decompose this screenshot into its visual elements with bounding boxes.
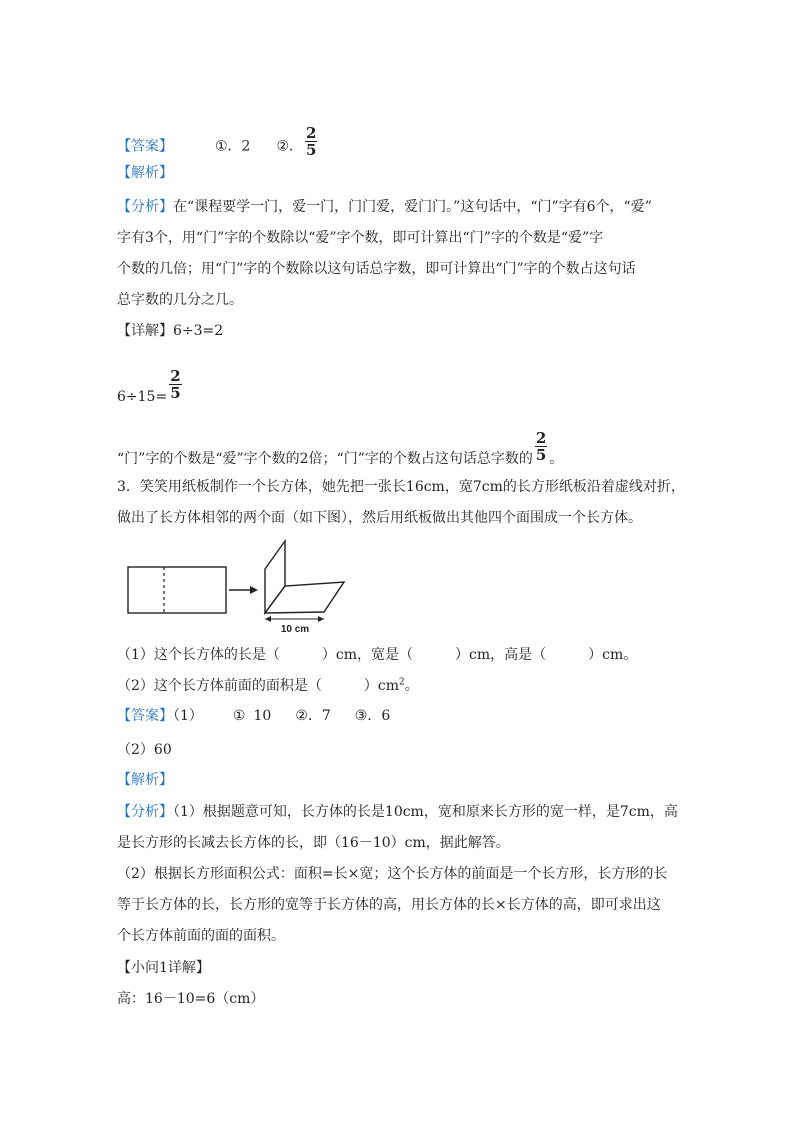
q2-analysis-line-1 [117,197,652,217]
sub1-part-4: ）cm。 [588,647,638,663]
fraction-denominator: 5 [535,446,547,464]
q3-sub1-detail-tag: 【小问1详解】 [117,960,210,976]
analysis-tag: 【分析】 [117,199,173,215]
answer-3: ③．6 [354,708,391,724]
fraction-denominator: 5 [170,384,181,402]
answer-2: ②．7 [295,708,331,724]
folded-vertical-face [265,541,285,613]
conclusion-end: 。 [549,450,564,467]
q2-analysis-line-3: 个数的几倍；用“门”字的个数除以这句话总字数，即可计算出“门”字的个数占这句话 [117,261,636,277]
q2-jiexi-heading: 【解析】 [117,165,173,181]
fraction-numerator: 2 [306,124,317,142]
q3-jiexi-heading: 【解析】 [117,772,173,788]
squared-superscript: 2 [399,677,405,688]
q3-sub1 [117,645,637,665]
fraction-numerator: 2 [535,429,547,447]
q3-height-calc: 高：16－10=6（cm） [117,991,265,1007]
conclusion-text: “门”字的个数是“爱”字个数的2倍；“门”字的个数占这句话总字数的 [117,450,533,467]
dimension-label: 10 cm [280,624,310,635]
answer-tag: 【答案】 [117,138,173,155]
q3-stem-line-2: 做出了长方体相邻的两个面（如下图），然后用纸板做出其他四个面围成一个长方体。 [117,510,642,526]
analysis-tag: 【分析】 [117,804,173,820]
detail-tag: 【详解】 [117,323,173,339]
analysis-text: 在“课程要学一门，爱一门，门门爱，爱门门。”这句话中，“门”字有6个，“爱” [173,199,652,215]
answer-part-1: （1） [173,708,203,724]
analysis-text: （1）根据题意可知，长方体的长是10cm，宽和原来长方形的宽一样，是7cm，高 [173,804,678,820]
flat-rectangle [128,567,226,613]
q2-analysis-line-2: 字有3个，用“门”字的个数除以“爱”字个数，即可计算出“门”字的个数是“爱”字 [117,230,604,246]
q3-figure [120,535,360,637]
q2-analysis-line-4: 总字数的几分之几。 [117,292,243,308]
detail-eq1: 6÷3=2 [173,323,224,339]
q3-sub2 [117,676,419,696]
q3-analysis-line-3: （2）根据长方形面积公式：面积=长×宽；这个长方体的前面是一个长方形，长方形的长 [117,866,668,882]
answer-tag: 【答案】 [117,708,173,724]
eq2-fraction [169,368,181,401]
fraction-numerator: 2 [170,367,181,385]
sub1-part-1: （1）这个长方体的长是（ [117,647,280,663]
q3-analysis-line-5: 个长方体前面的面的面积。 [117,928,285,944]
conclusion-fraction [535,430,547,463]
fraction-denominator: 5 [306,141,317,159]
sub1-part-3: ）cm，高是（ [455,647,547,663]
sub2-part-2: ）cm [363,678,400,694]
answer-1: ①．2 [215,138,251,155]
q3-analysis-line-4: 等于长方体的长，长方形的宽等于长方体的高，用长方体的长×长方体的高，即可求出这 [117,897,661,913]
q3-answer-line-2: （2）60 [117,742,172,758]
answer-1-value: 10 [253,708,272,724]
sub1-part-2: ）cm，宽是（ [321,647,414,663]
q3-answer-line [117,706,390,726]
q2-conclusion [117,429,564,467]
q2-detail-line [117,321,223,341]
folded-bottom-face [265,582,344,613]
dimension-arrow-left [265,616,271,622]
q3-stem-line-1: 3．笑笑用纸板制作一个长方体，她先把一张长16cm，宽7cm的长方形纸板沿着虚线对折， [117,479,685,495]
q2-answer-line [117,124,319,163]
q2-detail-eq2 [117,367,184,405]
q3-analysis-line-2: 是长方形的长减去长方体的长，即（16－10）cm，据此解答。 [117,835,510,851]
answer-2-fraction [305,125,317,158]
sub2-part-1: （2）这个长方体前面的面积是（ [117,678,322,694]
eq2-prefix: 6÷15= [117,388,168,405]
dimension-arrow-right [318,616,324,622]
answer-1-marker: ① [232,708,246,724]
answer-2-prefix: ②． [276,138,304,155]
arrow-head [250,586,258,594]
q3-analysis-line-1 [117,802,678,822]
sub2-part-3: 。 [404,678,419,694]
